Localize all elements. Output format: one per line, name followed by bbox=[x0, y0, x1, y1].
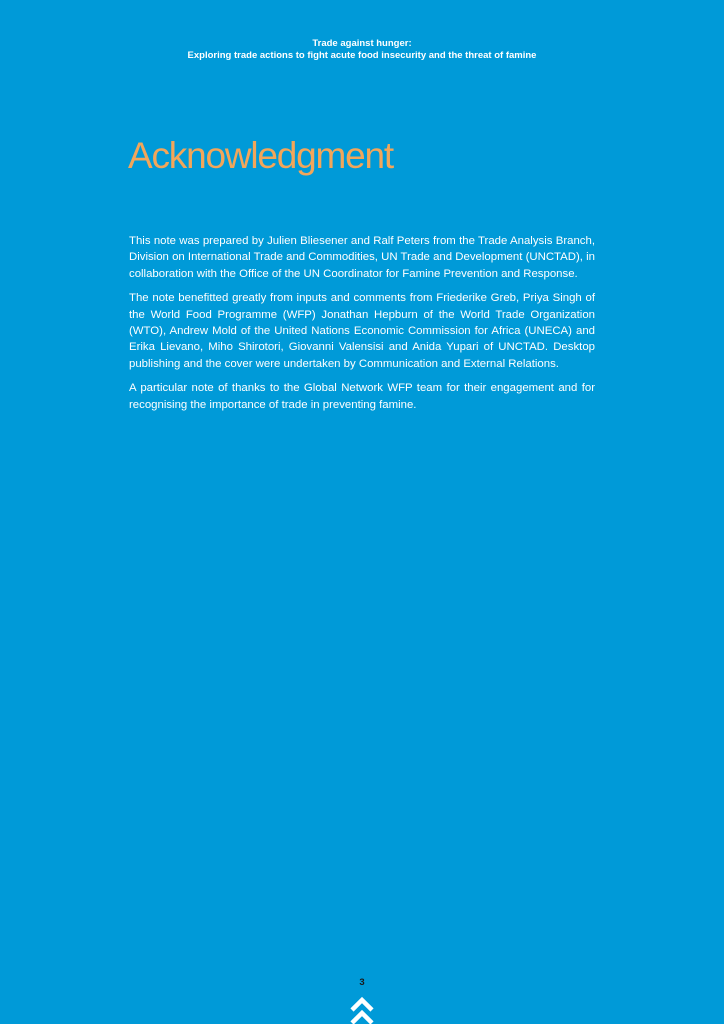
paragraph-2: The note benefitted greatly from inputs and comments from Friederike Greb, Priya Singh of the World Food Programme (WFP) Jonathan Hepburn of the World Trade Organization (WTO), Andrew Mold of the United Nations Economic Commission for Africa (UNECA) and Erika Lievano, Miho Shirotori, Giovanni Valensisi and Anida Yupari of UNCTAD. Desktop publishing and the cover were undertaken by Communication and External Relations. bbox=[129, 292, 595, 370]
page-number: 3 bbox=[359, 977, 365, 988]
header-subtitle: Exploring trade actions to fight acute food insecurity and the threat of famine bbox=[187, 50, 537, 61]
running-header bbox=[0, 38, 724, 62]
chevron-up-icon[interactable] bbox=[349, 994, 375, 1024]
body-text bbox=[129, 233, 595, 421]
paragraph-1: This note was prepared by Julien Bliesener and Ralf Peters from the Trade Analysis Branch, Division on International Trade and Commodities, UN Trade and Development (UNCTAD), in collaboration with the Office of the UN Coordinator for Famine Prevention and Response. bbox=[129, 235, 595, 280]
header-title: Trade against hunger: bbox=[312, 38, 412, 49]
page-title: Acknowledgment bbox=[128, 135, 393, 176]
paragraph-3: A particular note of thanks to the Global Network WFP team for their engagement and for recognising the importance of trade in preventing famine. bbox=[129, 382, 595, 411]
